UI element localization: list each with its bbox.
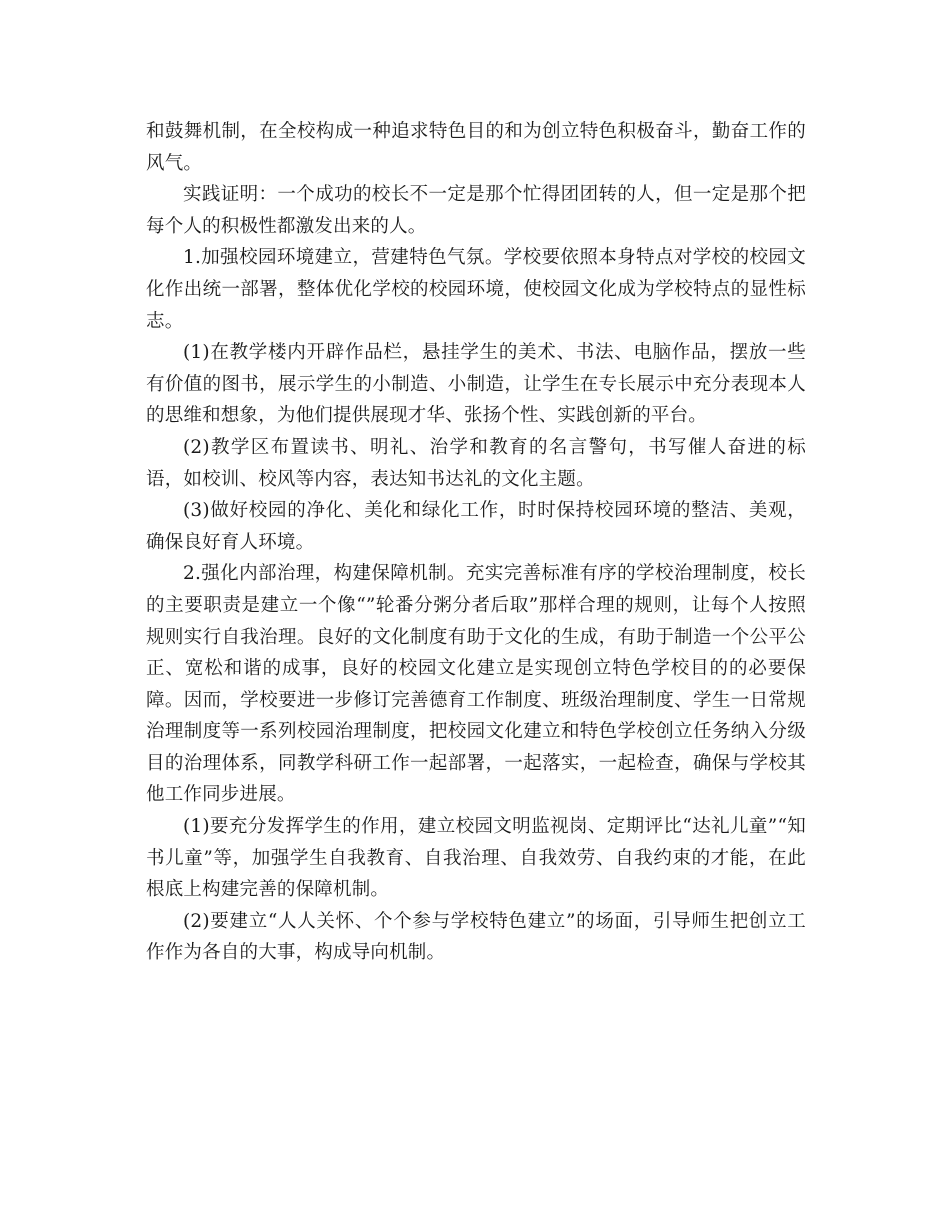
paragraph-8: (1)要充分发挥学生的作用，建立校园文明监视岗、定期评比“达礼儿童”“知书儿童”等，加强学生自我教育、自我治理、自我效劳、自我约束的才能，在此根底上构建完善的保障机制。: [146, 816, 806, 901]
paragraph-5: (2)教学区布置读书、明礼、治学和教育的名言警句，书写催人奋进的标语，如校训、校风等内容，表达知书达礼的文化主题。: [146, 436, 806, 490]
paragraph-6: (3)做好校园的净化、美化和绿化工作，时时保持校园环境的整洁、美观，确保良好育人环境。: [146, 500, 806, 553]
paragraph-3: 1.加强校园环境建立，营建特色气氛。学校要依照本身特点对学校的校园文化作出统一部署，整体优化学校的校园环境，使校园文化成为学校特点的显性标志。: [146, 247, 806, 332]
document-body: [146, 116, 806, 969]
paragraph-7: 2.强化内部治理，构建保障机制。充实完善标准有序的学校治理制度，校长的主要职责是建立一个像“”轮番分粥分者后取”那样合理的规则，让每个人按照规则实行自我治理。良好的文化制度有助于文化的生成，有助于制造一个公平公正、宽松和谐的成事，良好的校园文化建立是实现创立特色学校目的的必要保障。因而，学校要进一步修订完善德育工作制度、班级治理制度、学生一日常规治理制度等一系列校园治理制度，把校园文化建立和特色学校创立任务纳入分级目的治理体系，同教学科研工作一起部署，一起落实，一起检查，确保与学校其他工作同步进展。: [146, 563, 806, 806]
paragraph-1: 和鼓舞机制，在全校构成一种追求特色目的和为创立特色积极奋斗，勤奋工作的风气。: [146, 121, 806, 174]
paragraph-9: (2)要建立“人人关怀、个个参与学校特色建立”的场面，引导师生把创立工作作为各自的大事，构成导向机制。: [146, 910, 806, 964]
paragraph-2: 实践证明：一个成功的校长不一定是那个忙得团团转的人，但一定是那个把每个人的积极性都激发出来的人。: [146, 184, 806, 237]
paragraph-4: (1)在教学楼内开辟作品栏，悬挂学生的美术、书法、电脑作品，摆放一些有价值的图书，展示学生的小制造、小制造，让学生在专长展示中充分表现本人的思维和想象，为他们提供展现才华、张扬个性、实践创新的平台。: [146, 342, 806, 427]
